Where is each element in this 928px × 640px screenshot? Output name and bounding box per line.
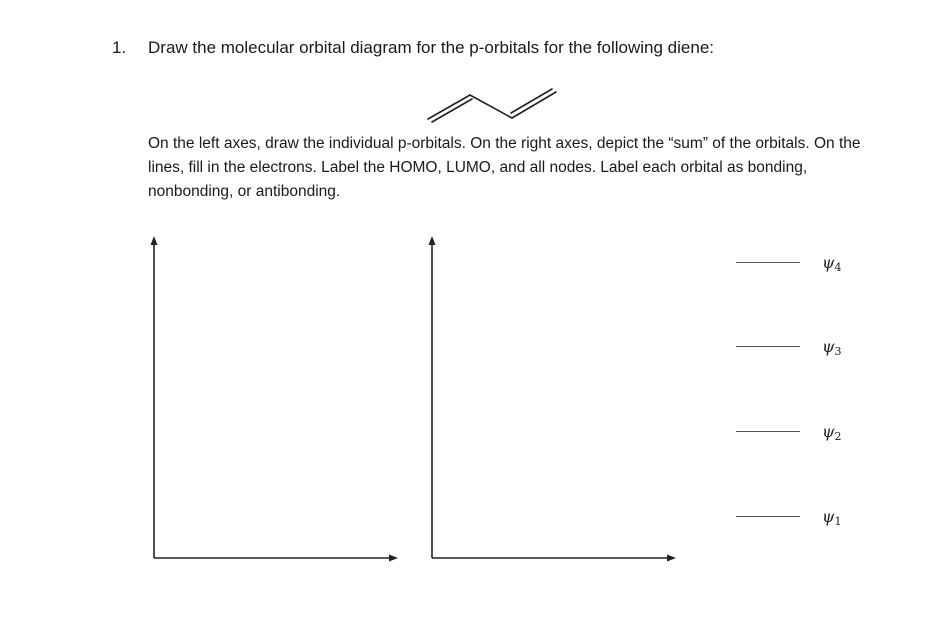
question-number: 1. xyxy=(112,38,127,57)
instructions-text: On the left axes, draw the individual p-orbitals. On the right axes, depict the “sum” of the orbitals. On the lines, fill in the electrons. Label the HOMO, LUMO, and all nodes. Label each orbital as bonding, nonbonding, or antibonding. xyxy=(148,135,861,200)
left-x-arrowhead xyxy=(389,555,398,562)
orbital-label-psi2: $\psi_2$ xyxy=(822,422,842,443)
energy-level-line-psi2[interactable] xyxy=(736,431,800,432)
orbital-label-psi1: $\psi_1$ xyxy=(822,507,842,528)
orbital-label-psi4: $\psi_4$ xyxy=(822,253,842,274)
orbital-label-psi3: $\psi_3$ xyxy=(822,337,842,358)
right-axes xyxy=(432,244,670,558)
energy-level-line-psi3[interactable] xyxy=(736,346,800,347)
right-x-arrowhead xyxy=(667,555,676,562)
right-y-arrowhead xyxy=(429,236,436,245)
energy-level-line-psi1[interactable] xyxy=(736,516,800,517)
left-y-arrowhead xyxy=(151,236,158,245)
question-text: Draw the molecular orbital diagram for the p-orbitals for the following diene: xyxy=(148,38,714,57)
left-axes xyxy=(154,244,392,558)
energy-level-line-psi4[interactable] xyxy=(736,262,800,263)
